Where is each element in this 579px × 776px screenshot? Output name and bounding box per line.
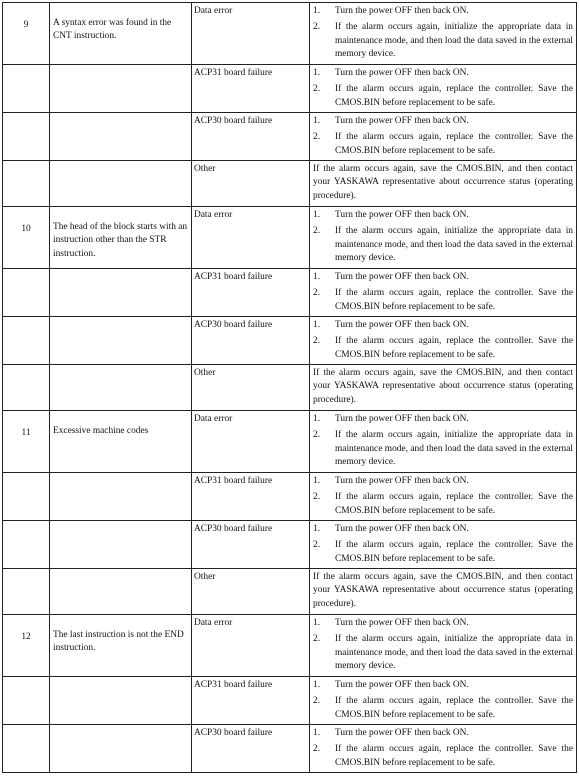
remedy-step <box>313 633 573 673</box>
table-row <box>3 161 577 207</box>
remedy-step-text: If the alarm occurs again, replace the controller. Save the CMOS.BIN before replacement to be safe. <box>335 744 573 768</box>
alarm-description-cell <box>50 521 192 569</box>
alarm-description <box>50 269 191 283</box>
table-row <box>3 677 577 725</box>
remedy-step-text: Turn the power OFF then back ON. <box>335 116 469 126</box>
remedy-cell <box>310 521 577 569</box>
remedy-step <box>313 287 573 314</box>
alarm-number-cell <box>3 161 50 207</box>
remedy-step <box>313 727 573 740</box>
remedy-step-text: Turn the power OFF then back ON. <box>335 210 469 220</box>
remedy-step-number: 1. <box>313 414 321 424</box>
remedy-step-text: If the alarm occurs again, replace the controller. Save the CMOS.BIN before replacement to be safe. <box>335 288 573 312</box>
cause-cell <box>192 521 310 569</box>
remedy-cell <box>310 677 577 725</box>
alarm-number: 12 <box>21 632 31 642</box>
alarm-number <box>3 569 49 585</box>
remedy-step-number: 1. <box>313 320 321 330</box>
alarm-number: 9 <box>23 20 29 30</box>
remedy-step-text: If the alarm occurs again, replace the controller. Save the CMOS.BIN before replacement to be safe. <box>335 696 573 720</box>
alarm-number-cell <box>3 725 50 773</box>
remedy-step-number: 2. <box>313 22 321 33</box>
table-row <box>3 317 577 365</box>
cause-text: Other <box>194 368 216 378</box>
remedy-step-number: 2. <box>313 744 321 755</box>
cause-text: ACP31 board failure <box>194 680 273 690</box>
alarm-description-cell <box>50 365 192 411</box>
remedy-step-number: 2. <box>313 430 321 441</box>
alarm-number-cell <box>3 317 50 365</box>
alarm-description: The last instruction is not the END instruction. <box>53 630 184 654</box>
remedy-step <box>313 617 573 630</box>
alarm-description <box>50 113 191 127</box>
alarm-number-cell <box>3 269 50 317</box>
alarm-description <box>50 473 191 487</box>
remedy-step <box>313 679 573 692</box>
alarm-number <box>3 473 49 489</box>
table-row <box>3 269 577 317</box>
remedy-cell <box>310 365 577 411</box>
alarm-number-cell <box>3 473 50 521</box>
cause-text: ACP30 board failure <box>194 728 273 738</box>
remedy-step-number: 1. <box>313 210 321 220</box>
remedy-cell <box>310 725 577 773</box>
remedy-step <box>313 413 573 426</box>
cause-cell <box>192 569 310 615</box>
cause-text: ACP30 board failure <box>194 320 273 330</box>
remedy-step-number: 2. <box>313 288 321 299</box>
alarm-description <box>50 725 191 739</box>
cause-cell <box>192 65 310 113</box>
alarm-number <box>3 725 49 741</box>
cause-cell <box>192 725 310 773</box>
alarm-description-cell <box>50 317 192 365</box>
cause-text: Data error <box>194 414 233 424</box>
alarm-description: Excessive machine codes <box>53 426 149 436</box>
remedy-step-text: Turn the power OFF then back ON. <box>335 414 469 424</box>
remedy-step-number: 1. <box>313 6 321 16</box>
alarm-table-body <box>3 3 577 773</box>
remedy-cell <box>310 207 577 269</box>
alarm-description: The head of the block starts with an instruction other than the STR instruction. <box>53 222 188 259</box>
cause-cell <box>192 317 310 365</box>
remedy-cell <box>310 317 577 365</box>
alarm-number-cell <box>3 677 50 725</box>
alarm-description <box>50 317 191 331</box>
cause-cell <box>192 365 310 411</box>
remedy-step <box>313 491 573 518</box>
remedy-step <box>313 115 573 128</box>
remedy-step-text: Turn the power OFF then back ON. <box>335 320 469 330</box>
alarm-number <box>3 161 49 177</box>
remedy-step-number: 2. <box>313 696 321 707</box>
table-row <box>3 3 577 65</box>
remedy-step <box>313 5 573 18</box>
remedy-step <box>313 695 573 722</box>
alarm-description-cell <box>50 65 192 113</box>
remedy-cell <box>310 569 577 615</box>
remedy-step-text: Turn the power OFF then back ON. <box>335 68 469 78</box>
table-row <box>3 207 577 269</box>
remedy-step-number: 2. <box>313 336 321 347</box>
cause-text: Other <box>194 572 216 582</box>
remedy-step-number: 1. <box>313 524 321 534</box>
alarm-number <box>3 521 49 537</box>
remedy-step-text: If the alarm occurs again, replace the controller. Save the CMOS.BIN before replacement to be safe. <box>335 492 573 516</box>
remedy-step-number: 1. <box>313 68 321 78</box>
table-row <box>3 615 577 677</box>
remedy-text: If the alarm occurs again, save the CMOS.BIN, and then contact your YASKAWA representative about occurrence status (operating procedure). <box>313 572 573 609</box>
cause-text: Data error <box>194 6 233 16</box>
remedy-step-number: 2. <box>313 634 321 645</box>
table-row <box>3 725 577 773</box>
remedy-cell <box>310 3 577 65</box>
alarm-number: 11 <box>21 428 31 438</box>
table-row <box>3 113 577 161</box>
alarm-number-cell <box>3 65 50 113</box>
table-row <box>3 365 577 411</box>
cause-text: Data error <box>194 210 233 220</box>
cause-cell <box>192 113 310 161</box>
alarm-number <box>3 113 49 129</box>
remedy-step <box>313 429 573 469</box>
alarm-number-cell <box>3 411 50 473</box>
cause-text: ACP30 board failure <box>194 116 273 126</box>
remedy-cell <box>310 113 577 161</box>
alarm-description <box>50 521 191 535</box>
remedy-step <box>313 319 573 332</box>
table-row <box>3 411 577 473</box>
alarm-number-cell <box>3 569 50 615</box>
remedy-cell <box>310 473 577 521</box>
remedy-step-text: If the alarm occurs again, replace the controller. Save the CMOS.BIN before replacement to be safe. <box>335 132 573 156</box>
remedy-step-number: 1. <box>313 476 321 486</box>
remedy-step-number: 2. <box>313 226 321 237</box>
alarm-number <box>3 677 49 693</box>
cause-cell <box>192 411 310 473</box>
alarm-number-cell <box>3 615 50 677</box>
alarm-description <box>50 677 191 691</box>
remedy-step-text: Turn the power OFF then back ON. <box>335 6 469 16</box>
alarm-number <box>3 269 49 285</box>
remedy-step-number: 1. <box>313 272 321 282</box>
remedy-step <box>313 475 573 488</box>
alarm-number <box>3 317 49 333</box>
table-row <box>3 65 577 113</box>
cause-cell <box>192 207 310 269</box>
remedy-step-text: Turn the power OFF then back ON. <box>335 272 469 282</box>
alarm-number-cell <box>3 521 50 569</box>
alarm-number-cell <box>3 365 50 411</box>
alarm-number: 10 <box>21 224 31 234</box>
alarm-number-cell <box>3 207 50 269</box>
alarm-description-cell <box>50 113 192 161</box>
remedy-step <box>313 225 573 265</box>
remedy-step <box>313 523 573 536</box>
alarm-description-cell <box>50 161 192 207</box>
remedy-step <box>313 67 573 80</box>
remedy-step-text: Turn the power OFF then back ON. <box>335 524 469 534</box>
cause-cell <box>192 615 310 677</box>
alarm-description-cell <box>50 207 192 269</box>
alarm-description-cell <box>50 569 192 615</box>
remedy-step <box>313 131 573 158</box>
remedy-step-number: 1. <box>313 680 321 690</box>
remedy-step-text: If the alarm occurs again, initialize the appropriate data in maintenance mode, and then load the data saved in the external memory device. <box>335 226 573 264</box>
alarm-description-cell <box>50 725 192 773</box>
remedy-step <box>313 271 573 284</box>
cause-text: ACP31 board failure <box>194 476 273 486</box>
alarm-number-cell <box>3 3 50 65</box>
remedy-text: If the alarm occurs again, save the CMOS.BIN, and then contact your YASKAWA representative about occurrence status (operating procedure). <box>313 368 573 405</box>
cause-text: ACP31 board failure <box>194 68 273 78</box>
cause-text: ACP30 board failure <box>194 524 273 534</box>
table-row <box>3 569 577 615</box>
remedy-step-number: 1. <box>313 116 321 126</box>
alarm-description: A syntax error was found in the CNT instruction. <box>53 18 172 42</box>
remedy-step <box>313 743 573 770</box>
alarm-description-cell <box>50 269 192 317</box>
remedy-step-text: Turn the power OFF then back ON. <box>335 476 469 486</box>
cause-cell <box>192 3 310 65</box>
remedy-step-text: If the alarm occurs again, replace the controller. Save the CMOS.BIN before replacement to be safe. <box>335 540 573 564</box>
cause-cell <box>192 269 310 317</box>
remedy-text: If the alarm occurs again, save the CMOS.BIN, and then contact your YASKAWA representative about occurrence status (operating procedure). <box>313 164 573 201</box>
cause-text: Other <box>194 164 216 174</box>
alarm-number <box>3 65 49 81</box>
cause-cell <box>192 677 310 725</box>
remedy-step-number: 2. <box>313 540 321 551</box>
remedy-step-text: If the alarm occurs again, initialize the appropriate data in maintenance mode, and then load the data saved in the external memory device. <box>335 634 573 672</box>
table-row <box>3 521 577 569</box>
remedy-step-number: 2. <box>313 492 321 503</box>
alarm-description <box>50 161 191 175</box>
remedy-step-text: If the alarm occurs again, initialize the appropriate data in maintenance mode, and then load the data saved in the external memory device. <box>335 22 573 60</box>
remedy-cell <box>310 65 577 113</box>
alarm-description <box>50 569 191 583</box>
alarm-description <box>50 365 191 379</box>
table-row <box>3 473 577 521</box>
alarm-description <box>50 65 191 79</box>
remedy-step <box>313 335 573 362</box>
remedy-step-text: If the alarm occurs again, replace the controller. Save the CMOS.BIN before replacement to be safe. <box>335 336 573 360</box>
alarm-description-cell <box>50 411 192 473</box>
alarm-description-cell <box>50 677 192 725</box>
remedy-step-number: 1. <box>313 618 321 628</box>
remedy-step-text: Turn the power OFF then back ON. <box>335 680 469 690</box>
alarm-number <box>3 365 49 381</box>
alarm-description-cell <box>50 3 192 65</box>
remedy-step-number: 2. <box>313 132 321 143</box>
cause-text: ACP31 board failure <box>194 272 273 282</box>
remedy-step-text: Turn the power OFF then back ON. <box>335 618 469 628</box>
cause-text: Data error <box>194 618 233 628</box>
remedy-step <box>313 21 573 61</box>
remedy-cell <box>310 411 577 473</box>
alarm-description-cell <box>50 615 192 677</box>
cause-cell <box>192 473 310 521</box>
remedy-cell <box>310 269 577 317</box>
alarm-description-cell <box>50 473 192 521</box>
remedy-step-text: Turn the power OFF then back ON. <box>335 728 469 738</box>
remedy-cell <box>310 615 577 677</box>
remedy-step-number: 2. <box>313 84 321 95</box>
remedy-step <box>313 539 573 566</box>
remedy-step-text: If the alarm occurs again, initialize the appropriate data in maintenance mode, and then load the data saved in the external memory device. <box>335 430 573 468</box>
remedy-cell <box>310 161 577 207</box>
alarm-number-cell <box>3 113 50 161</box>
remedy-step <box>313 83 573 110</box>
alarm-remedy-table <box>2 2 577 773</box>
remedy-step <box>313 209 573 222</box>
remedy-step-number: 1. <box>313 728 321 738</box>
remedy-step-text: If the alarm occurs again, replace the controller. Save the CMOS.BIN before replacement to be safe. <box>335 84 573 108</box>
cause-cell <box>192 161 310 207</box>
